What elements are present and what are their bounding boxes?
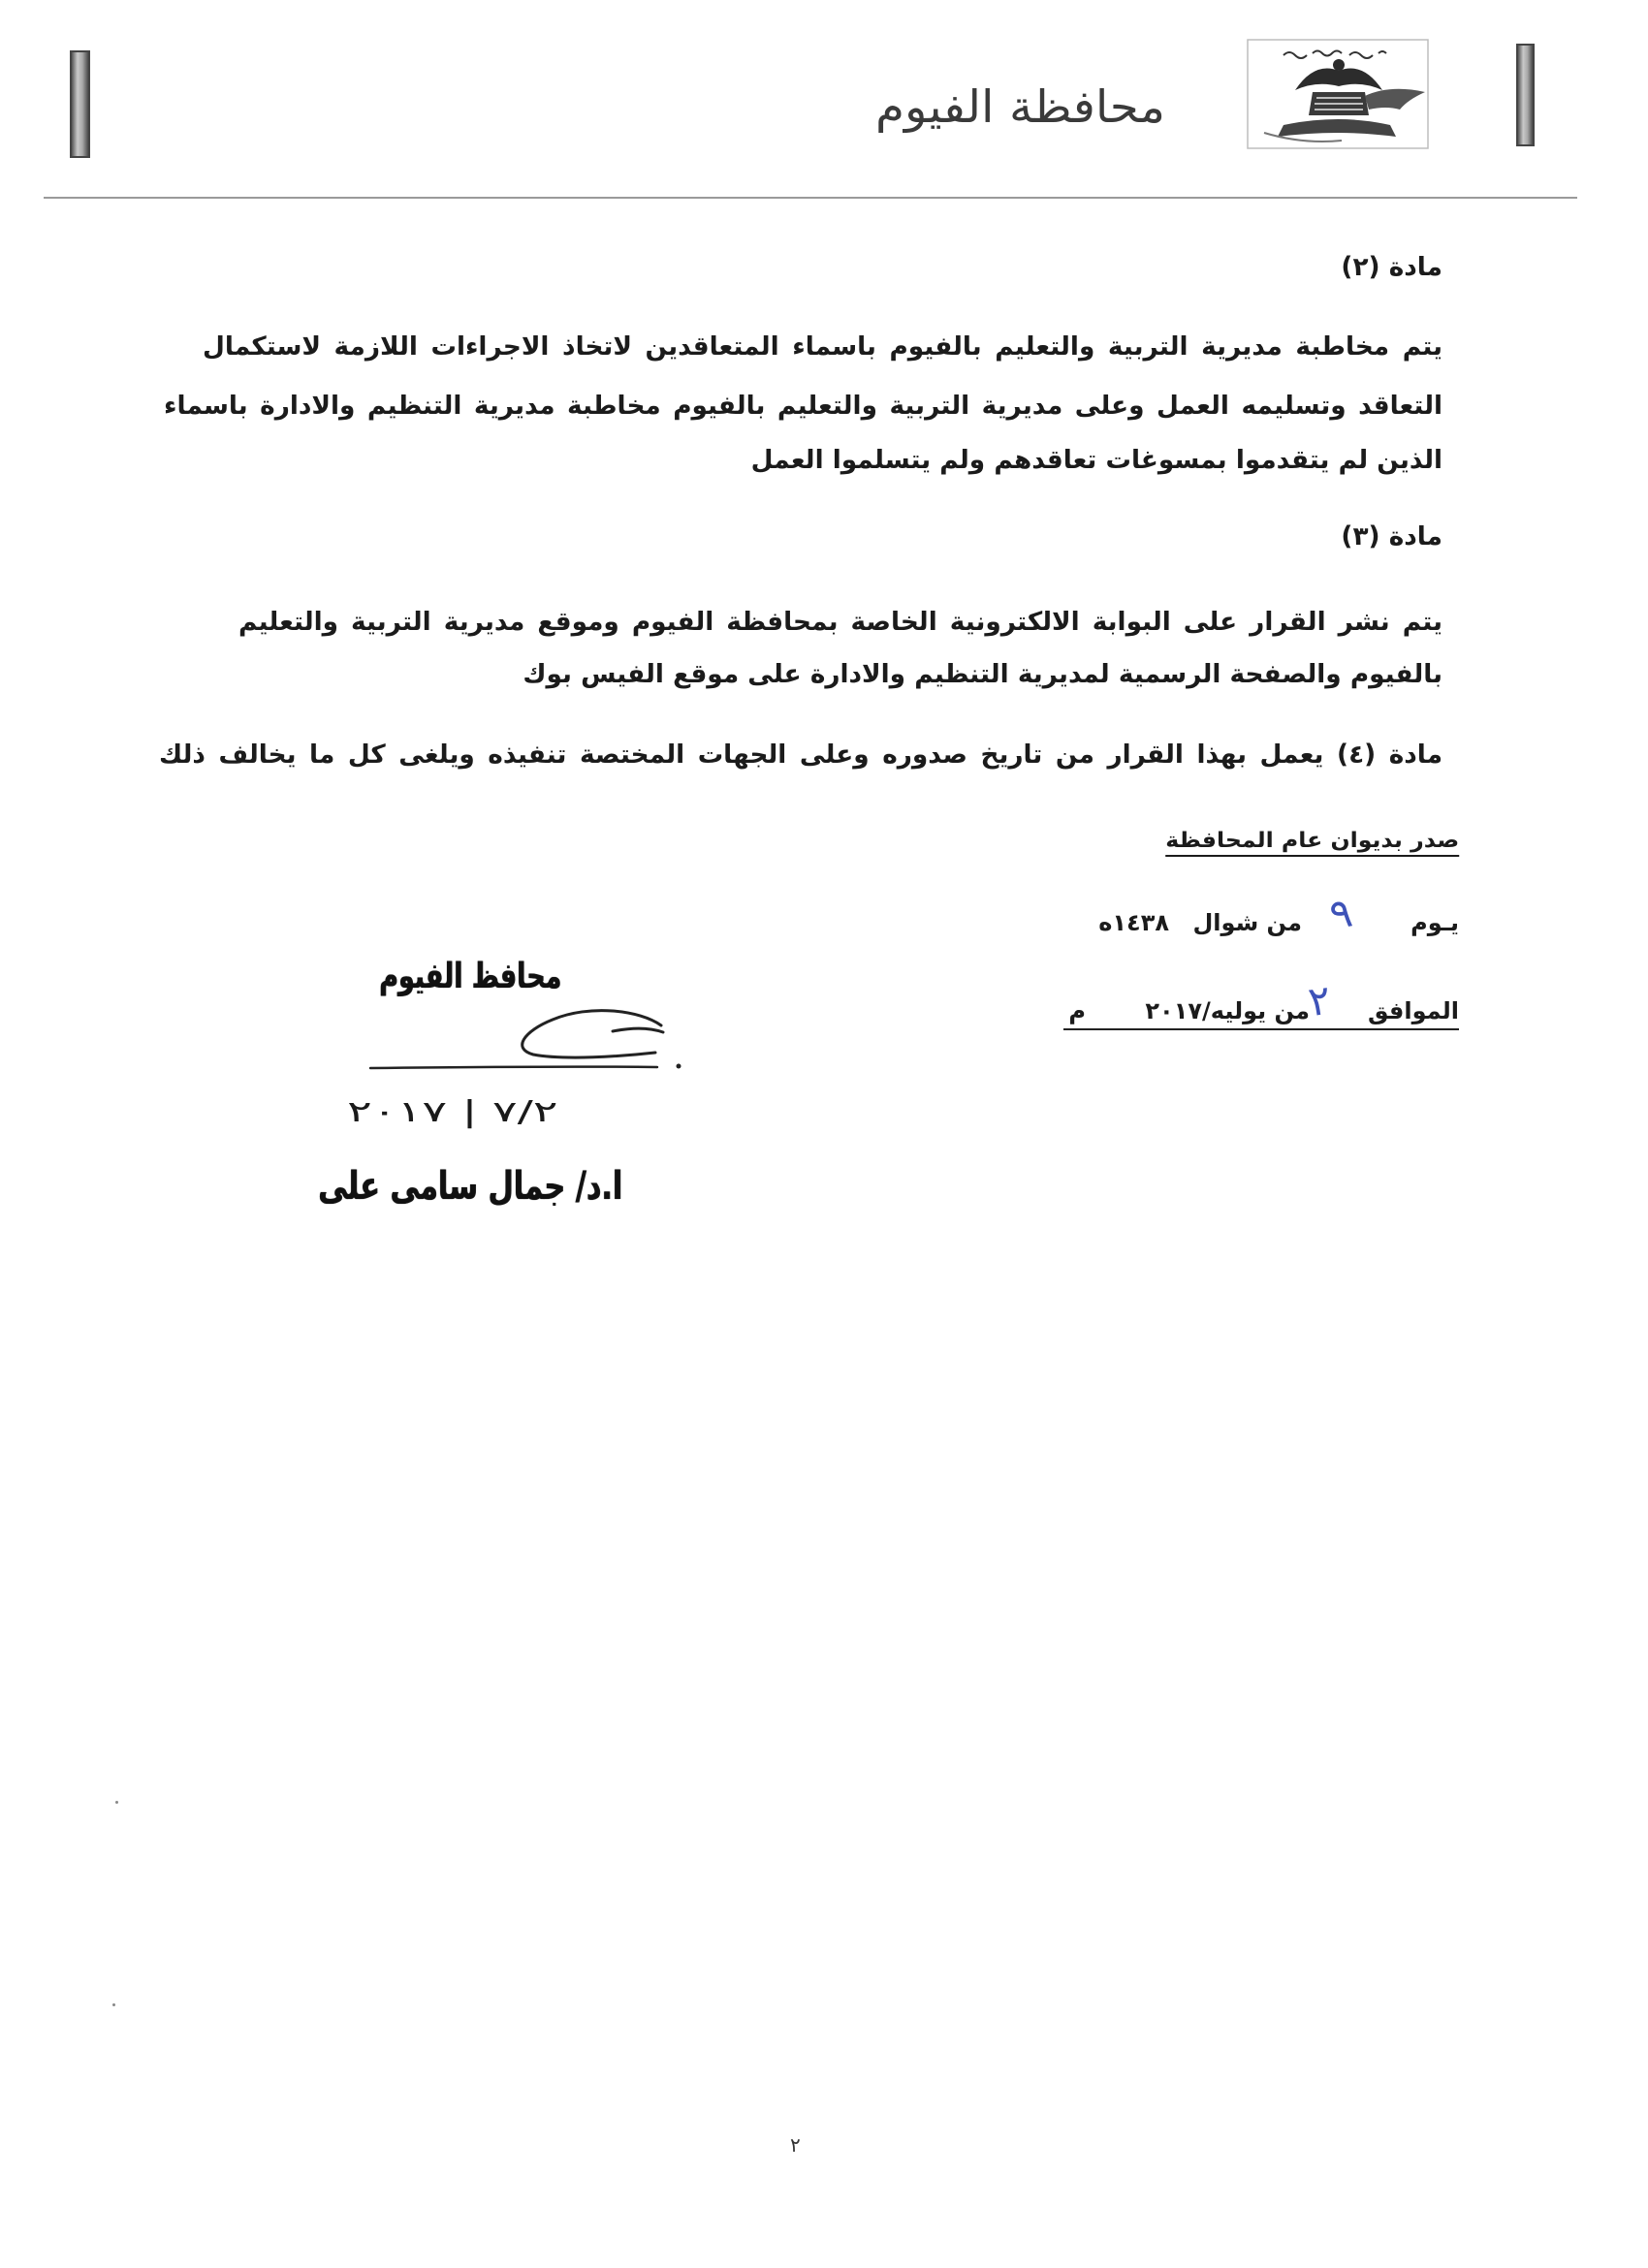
article-2-line: يتم مخاطبة مديرية التربية والتعليم بالفيوم باسماء المتعاقدين لاتخاذ الاجراءات اللازمة لاستكمال xyxy=(203,332,1442,362)
day-label: يـوم xyxy=(1410,909,1459,936)
gregorian-month-year: من يوليه/٢٠١٧ xyxy=(1145,997,1310,1024)
article-2-line: الذين لم يتقدموا بمسوغات تعاقدهم ولم يتسلموا العمل xyxy=(750,446,1442,475)
scan-speck xyxy=(112,2003,115,2006)
article-3-line: بالفيوم والصفحة الرسمية لمديرية التنظيم والادارة على موقع الفيس بوك xyxy=(523,660,1442,689)
governor-title-stamp: محافظ الفيوم xyxy=(379,957,561,996)
governorate-emblem-icon xyxy=(1245,36,1433,152)
header-divider xyxy=(44,197,1577,199)
handwritten-gregorian-day: ٢ xyxy=(1305,975,1334,1026)
article-2-line: التعاقد وتسليمه العمل وعلى مديرية التربية والتعليم بالفيوم مخاطبة مديرية التنظيم والادارة باسماء xyxy=(164,392,1442,421)
governor-name-stamp: ا.د/ جمال سامى على xyxy=(318,1164,622,1209)
handwritten-signature xyxy=(359,998,698,1086)
article-4-text: مادة (٤) يعمل بهذا القرار من تاريخ صدوره وعلى الجهات المختصة تنفيذه ويلغى كل ما يخالف ذلك xyxy=(159,740,1442,770)
page-title: محافظة الفيوم xyxy=(875,80,1165,133)
page-number: ٢ xyxy=(790,2133,801,2157)
date-underline xyxy=(1063,1028,1459,1030)
article-3-line: يتم نشر القرار على البوابة الالكترونية الخاصة بمحافظة الفيوم وموقع مديرية التربية والتعليم xyxy=(238,608,1442,637)
right-margin-bar xyxy=(1516,44,1535,146)
issued-at-label: صدر بديوان عام المحافظة xyxy=(1165,829,1459,853)
left-margin-bar xyxy=(70,50,90,158)
handwritten-signature-date: ٢٠١٧ | ٧/٢ xyxy=(347,1095,558,1129)
hijri-month: من شوال xyxy=(1192,909,1302,936)
gregorian-suffix: م xyxy=(1068,997,1086,1024)
article-3-heading: مادة (٣) xyxy=(1341,522,1442,551)
gregorian-label: الموافق xyxy=(1368,997,1459,1024)
scan-speck xyxy=(115,1801,118,1804)
hijri-year: ١٤٣٨ه xyxy=(1098,909,1169,936)
handwritten-hijri-day: ٩ xyxy=(1325,888,1356,939)
article-2-heading: مادة (٢) xyxy=(1341,253,1442,282)
